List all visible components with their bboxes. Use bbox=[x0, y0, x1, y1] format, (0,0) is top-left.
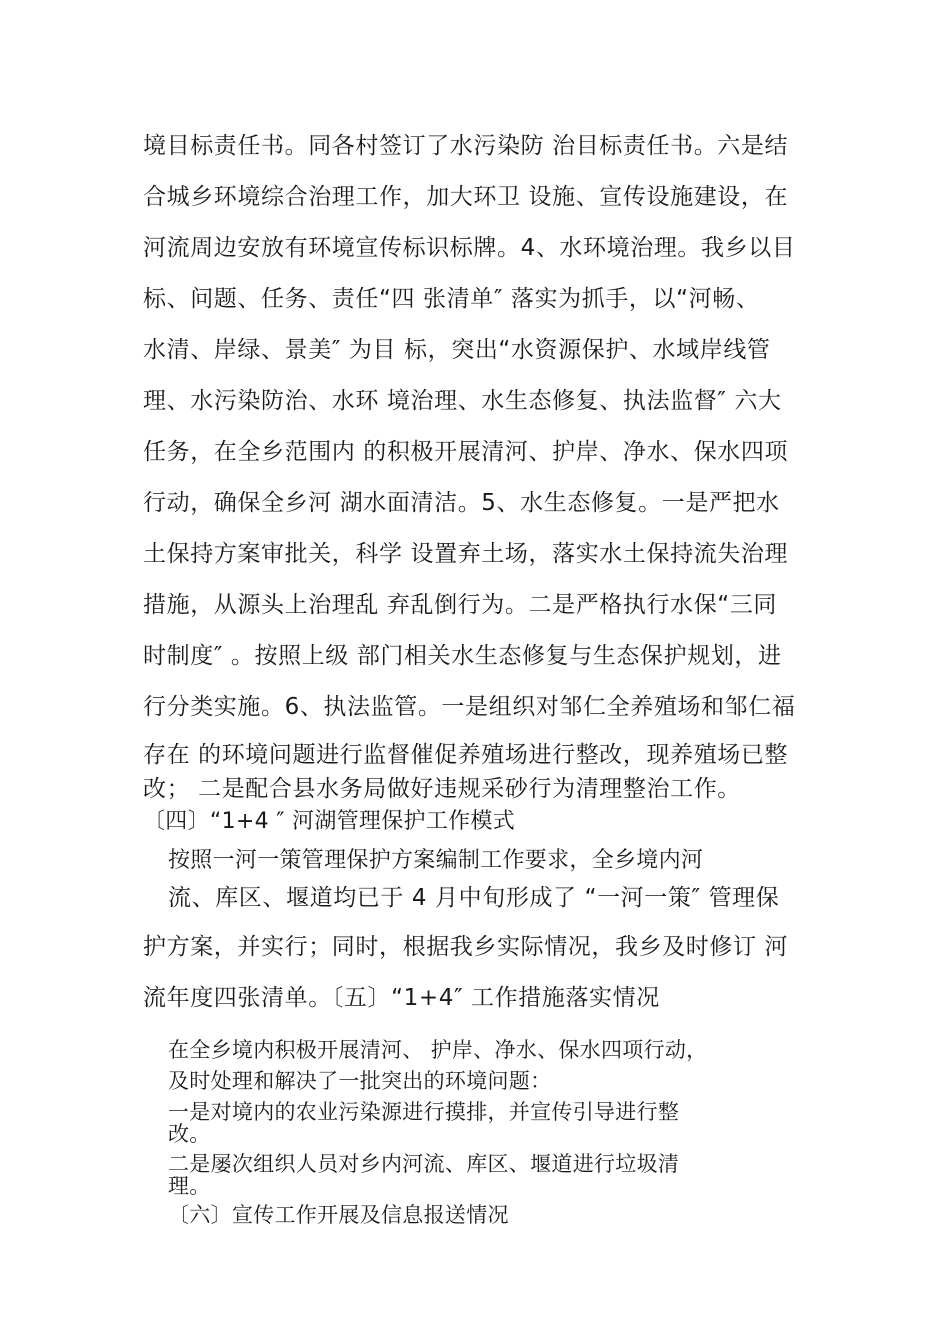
paragraph-line: 河流周边安放有环境宣传标识标牌。4、水环境治理。我乡以目 bbox=[143, 235, 796, 261]
paragraph-line: 措施，从源头上治理乱 弃乱倒行为。二是严格执行水保“三同 bbox=[143, 592, 778, 618]
list-item: 二是屡次组织人员对乡内河流、库区、堰道进行垃圾清 bbox=[168, 1152, 680, 1176]
paragraph-line: 护方案，并实行；同时，根据我乡实际情况，我乡及时修订 河 bbox=[143, 934, 789, 960]
paragraph-line: 理、水污染防治、水环 境治理、水生态修复、执法监督″ 六大 bbox=[143, 388, 782, 414]
paragraph-line: 合城乡环境综合治理工作，加大环卫 设施、宣传设施建设，在 bbox=[143, 184, 789, 210]
paragraph-line: 流年度四张清单。〔五〕“1+4″ 工作措施落实情况 bbox=[143, 985, 660, 1011]
paragraph-line: 行分类实施。6、执法监管。一是组织对邹仁全养殖场和邹仁福 bbox=[143, 694, 796, 720]
paragraph-line: 行动，确保全乡河 湖水面清洁。5、水生态修复。一是严把水 bbox=[143, 490, 780, 516]
paragraph-line: 按照一河一策管理保护方案编制工作要求，全乡境内河 bbox=[168, 848, 704, 873]
section-heading: 〔四〕“1+4 ″ 河湖管理保护工作模式 bbox=[143, 809, 516, 834]
paragraph-line: 存在 的环境问题进行监督催促养殖场进行整改，现养殖场已整 bbox=[143, 742, 789, 768]
paragraph-line: 在全乡境内积极开展清河、 护岸、净水、保水四项行动， bbox=[168, 1038, 708, 1062]
paragraph-line: 境目标责任书。同各村签订了水污染防 治目标责任书。六是结 bbox=[143, 133, 789, 159]
paragraph-line: 时制度″ 。按照上级 部门相关水生态修复与生态保护规划，进 bbox=[143, 643, 782, 669]
paragraph-line: 改； 二是配合县水务局做好违规采砂行为清理整治工作。 bbox=[143, 776, 741, 802]
paragraph-line: 水清、岸绿、景美″ 为目 标，突出“水资源保护、水域岸线管 bbox=[143, 337, 771, 363]
paragraph-line: 土保持方案审批关，科学 设置弃土场，落实水土保持流失治理 bbox=[143, 541, 789, 567]
list-item: 一是对境内的农业污染源进行摸排，并宣传引导进行整 bbox=[168, 1100, 680, 1124]
list-item-continuation: 理。 bbox=[168, 1174, 211, 1198]
section-heading: 〔六〕宣传工作开展及信息报送情况 bbox=[168, 1203, 509, 1227]
paragraph-line: 标、问题、任务、责任“四 张清单″ 落实为抓手，以“河畅、 bbox=[143, 286, 760, 312]
list-item-continuation: 改。 bbox=[168, 1122, 211, 1146]
paragraph-line: 及时处理和解决了一批突出的环境问题： bbox=[168, 1069, 552, 1093]
paragraph-line: 流、库区、堰道均已于 4 月中旬形成了 “一河一策″ 管理保 bbox=[168, 885, 780, 911]
paragraph-line: 任务，在全乡范围内 的积极开展清河、护岸、净水、保水四项 bbox=[143, 439, 789, 465]
